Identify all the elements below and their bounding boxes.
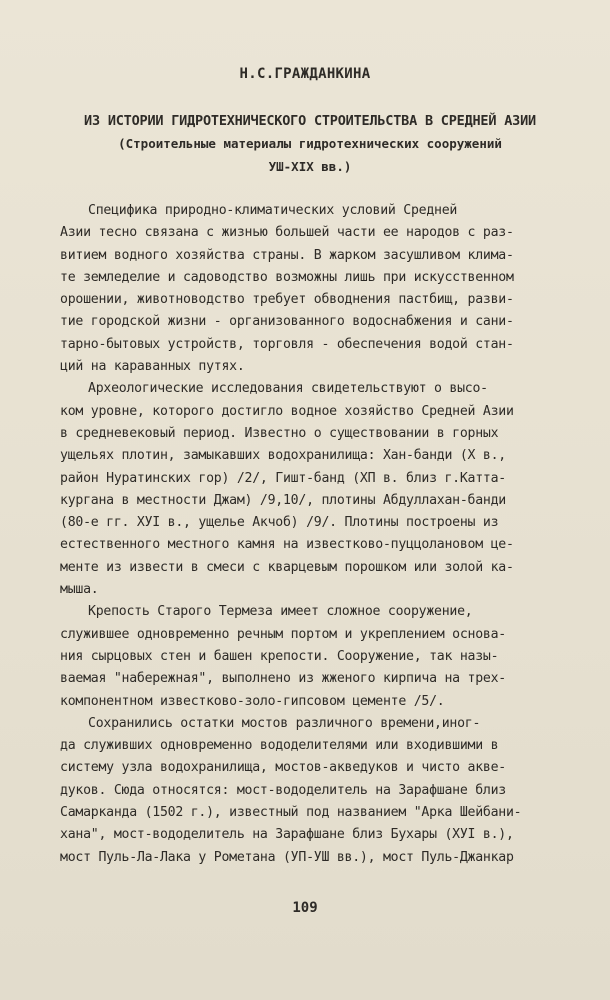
body-line: Самарканда (1502 г.), известный под названием "Арка Шейбани- [60,805,522,821]
body-line: в средневековый период. Известно о существовании в горных [60,425,499,441]
body-line: хана", мост-вододелитель на Зарафшане близ Бухары (ХУI в.), [60,827,514,843]
body-line: мост Пуль-Ла-Лака у Рометана (УП-УШ вв.), мост Пуль-Джанкар [60,849,514,865]
body-line: те земледелие и садоводство возможны лишь при искусственном [60,269,514,285]
body-line: витием водного хозяйства страны. В жарком засушливом клима- [60,247,514,263]
body-line: менте из извести в смеси с кварцевым порошком или золой ка- [60,559,514,575]
body-line: тие городской жизни - организованного водоснабжения и сани- [60,314,514,330]
body-line: Специфика природно-климатических условий Средней [88,203,458,218]
body-line: Крепость Старого Термеза имеет сложное сооружение, [88,604,473,620]
body-line: систему узла водохранилища, мостов-акведуков и чисто акве- [60,760,506,776]
body-line: дуков. Сюда относятся: мост-вододелитель на Зарафшане близ [60,782,506,798]
body-line: ком уровне, которого достигло водное хозяйство Средней Азии [60,403,514,419]
page-number: 109 [292,900,318,916]
body-line: район Нуратинских гор) /2/, Гишт-банд (XП в. близ г.Катта- [60,470,506,486]
article-body [60,200,570,869]
body-line: компонентном известково-золо-гипсовом цементе /5/. [60,693,445,709]
body-line: ваемая "набережная", выполнено из жженого кирпича на трех- [60,671,506,687]
body-line: кургана в местности Джам) /9,10/, плотины Абдуллахан-банди [60,492,506,508]
body-line: ций на караванных путях. [60,359,245,375]
body-line: ущельях плотин, замыкавших водохранилища: Хан-банди (X в., [60,448,506,464]
body-line: мыша. [60,582,99,598]
body-line: да служивших одновременно вододелителями или входившими в [60,738,499,754]
body-line: естественного местного камня на известково-пуццолановом це- [60,537,514,553]
body-line: Сохранились остатки мостов различного времени,иног- [88,715,481,731]
article-title: ИЗ ИСТОРИИ ГИДРОТЕХНИЧЕСКОГО СТРОИТЕЛЬСТВА В СРЕДНЕЙ АЗИИ [84,113,536,129]
article-subtitle-line-2: УШ-XIX вв.) [268,159,352,174]
author-name: Н.С.ГРАЖДАНКИНА [239,66,371,82]
body-line: Археологические исследования свидетельствуют о высо- [88,381,488,397]
body-line: орошении, животноводство требует обводнения пастбищ, разви- [60,292,514,308]
body-line: Азии тесно связана с жизнью большей части ее народов с раз- [60,225,514,241]
body-line: ния сырцовых стен и башен крепости. Сооружение, так назы- [60,648,499,664]
article-subtitle-line-1: (Строительные материалы гидротехнических сооружений [118,136,502,151]
body-line: (80-е гг. ХУI в., ущелье Акчоб) /9/. Плотины построены из [60,515,499,531]
body-line: служившее одновременно речным портом и укреплением основа- [60,626,506,642]
body-line: тарно-бытовых устройств, торговля - обеспечения водой стан- [60,336,514,352]
